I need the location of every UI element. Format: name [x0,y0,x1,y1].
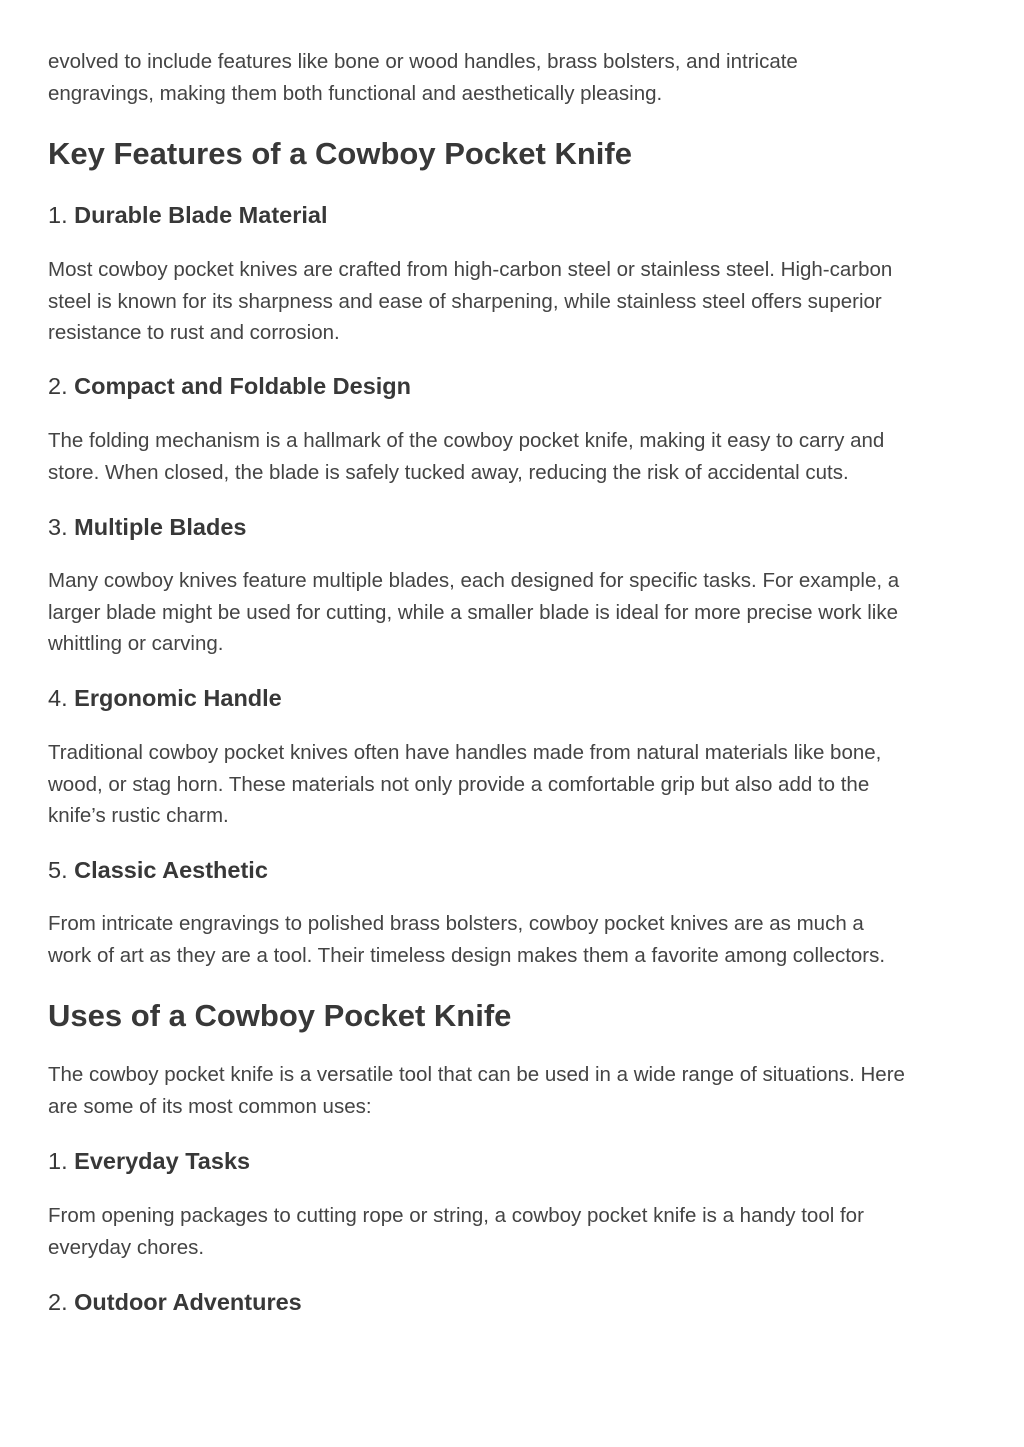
item-number: 2. [48,1289,68,1315]
text-line: steel is known for its sharpness and ease of sharpening, while stainless steel offers superior [48,289,882,313]
text-line: resistance to rust and corrosion. [48,321,340,344]
item-title: Everyday Tasks [74,1148,251,1174]
text-line: work of art as they are a tool. Their timeless design makes them a favorite among collectors. [48,943,886,967]
uses-intro-paragraph [48,1059,983,1122]
text-line: Traditional cowboy pocket knives often have handles made from natural materials like bone, [48,741,882,764]
use-heading-everyday-tasks [48,1145,250,1177]
feature-paragraph-classic-aesthetic [48,908,983,971]
item-number: 3. [48,514,68,540]
use-paragraph-everyday-tasks [48,1200,983,1263]
text-line: From opening packages to cutting rope or string, a cowboy pocket knife is a handy tool for [48,1204,864,1227]
item-number: 1. [48,1148,68,1174]
intro-paragraph [48,46,983,109]
feature-heading-classic-aesthetic [48,854,268,886]
text-line: Many cowboy knives feature multiple blades, each designed for specific tasks. For example, a [48,569,900,592]
feature-paragraph-compact-design [48,425,983,488]
text-line: engravings, making them both functional and aesthetically pleasing. [48,81,663,105]
feature-heading-durable-blade [48,199,328,231]
feature-paragraph-durable-blade [48,254,983,349]
text-line: everyday chores. [48,1235,205,1259]
text-line: are some of its most common uses: [48,1094,372,1118]
text-line: The folding mechanism is a hallmark of the cowboy pocket knife, making it easy to carry and [48,429,885,452]
item-title: Compact and Foldable Design [74,373,412,399]
item-title: Classic Aesthetic [74,857,268,883]
item-number: 4. [48,685,68,711]
text-line: store. When closed, the blade is safely tucked away, reducing the risk of accidental cuts. [48,460,849,484]
item-title: Multiple Blades [74,514,247,540]
section-heading-key-features: Key Features of a Cowboy Pocket Knife [48,136,632,171]
text-line: larger blade might be used for cutting, while a smaller blade is ideal for more precise work like [48,600,899,624]
text-line: wood, or stag horn. These materials not only provide a comfortable grip but also add to the [48,772,870,796]
text-line: knife’s rustic charm. [48,804,229,827]
item-number: 5. [48,857,68,883]
feature-paragraph-ergonomic-handle [48,737,983,832]
text-line: From intricate engravings to polished brass bolsters, cowboy pocket knives are as much a [48,912,864,935]
text-line: The cowboy pocket knife is a versatile tool that can be used in a wide range of situations. Here [48,1063,905,1086]
text-line: evolved to include features like bone or wood handles, brass bolsters, and intricate [48,50,798,73]
section-heading-uses: Uses of a Cowboy Pocket Knife [48,998,512,1033]
text-line: whittling or carving. [48,632,224,655]
item-number: 2. [48,373,68,399]
feature-paragraph-multiple-blades [48,565,983,660]
feature-heading-multiple-blades [48,511,247,543]
item-title: Durable Blade Material [74,202,328,228]
item-title: Outdoor Adventures [74,1289,302,1315]
item-number: 1. [48,202,68,228]
text-line: Most cowboy pocket knives are crafted from high-carbon steel or stainless steel. High-carbon [48,258,893,281]
use-heading-outdoor-adventures [48,1286,302,1318]
feature-heading-ergonomic-handle [48,682,282,714]
item-title: Ergonomic Handle [74,685,282,711]
feature-heading-compact-design [48,370,411,402]
